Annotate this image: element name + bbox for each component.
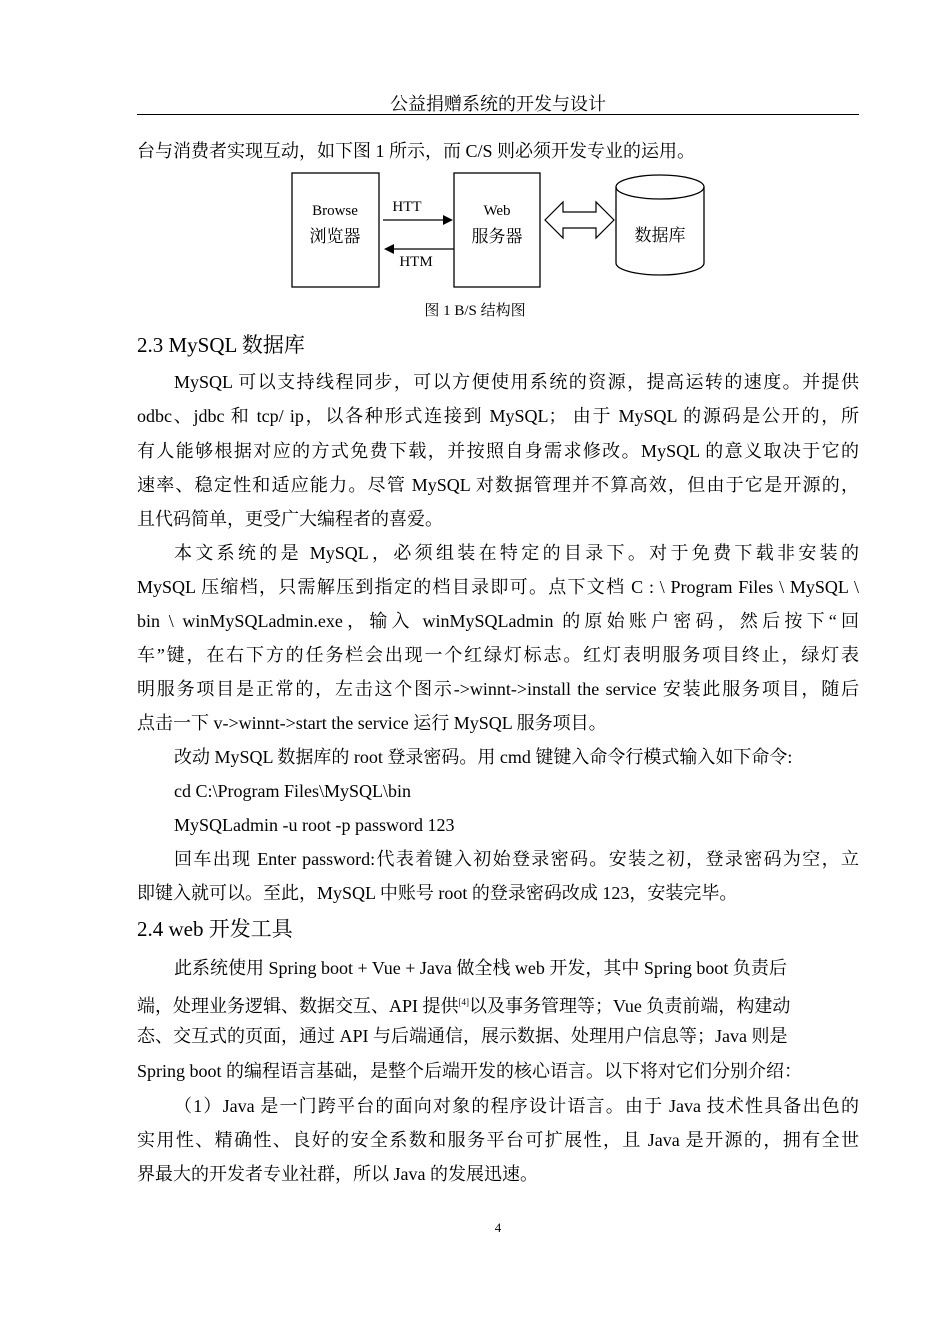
- text-line: 速率、稳定性和适应能力。尽管 MySQL 对数据管理并不算高效，但由于它是开源的，: [137, 475, 859, 495]
- bs-architecture-diagram: [280, 165, 720, 295]
- text-line: 点击一下 v->winnt->start the service 运行 MySQL 服务项目。: [137, 713, 607, 733]
- text-line: odbc、jdbc 和 tcp/ ip，以各种形式连接到 MySQL； 由于 MySQL 的源码是公开的，所: [137, 406, 859, 426]
- web-cn-label: 服务器: [471, 227, 523, 246]
- text-line: MySQL 可以支持线程同步，可以方便使用系统的资源，提高运转的速度。并提供: [174, 372, 859, 392]
- text-line: 态、交互式的页面，通过 API 与后端通信，展示数据、处理用户信息等；Java 则是: [137, 1026, 788, 1046]
- section-heading-2-3: 2.3 MySQL 数据库: [137, 333, 305, 357]
- command-line: cd C:\Program Files\MySQL\bin: [174, 781, 412, 801]
- text-line: MySQL 压缩档，只需解压到指定的档目录即可。点下文档 C : \ Program Files \ MySQL \: [137, 577, 859, 597]
- figure-caption: 图 1 B/S 结构图: [424, 303, 526, 319]
- citation-ref: [4]: [458, 997, 470, 1007]
- database-label: 数据库: [634, 226, 686, 245]
- text-line: 台与消费者实现互动，如下图 1 所示，而 C/S 则必须开发专业的运用。: [137, 141, 696, 161]
- text-line: 明服务项目是正常的，左击这个图示->winnt->install the service 安装此服务项目，随后: [137, 679, 859, 699]
- html-label: HTM: [399, 254, 433, 270]
- text-line: Spring boot 的编程语言基础，是整个后端开发的核心语言。以下将对它们分别介绍：: [137, 1061, 803, 1081]
- text-line: 有人能够根据对应的方式免费下载，并按照自身需求修改。MySQL 的意义取决于它的: [137, 441, 859, 461]
- text-line: 回车出现 Enter password:代表着键入初始登录密码。安装之初，登录密码为空，立: [174, 849, 859, 869]
- text-line: 此系统使用 Spring boot + Vue + Java 做全栈 web 开发，其中 Spring boot 负责后: [174, 958, 787, 978]
- text-line: 界最大的开发者专业社群，所以 Java 的发展迅速。: [137, 1164, 538, 1184]
- web-en-label: Web: [483, 203, 511, 219]
- text-span: 端，处理业务逻辑、数据交互、API 提供: [137, 996, 459, 1016]
- double-arrow: [545, 202, 614, 238]
- response-arrowhead: [384, 244, 394, 254]
- http-label: HTT: [392, 199, 422, 215]
- text-line: 车”键，在右下方的任务栏会出现一个红绿灯标志。红灯表明服务项目终止，绿灯表: [137, 645, 859, 665]
- section-heading-2-4: 2.4 web 开发工具: [137, 917, 293, 941]
- text-line: 实用性、精确性、良好的安全系数和服务平台可扩展性，且 Java 是开源的，拥有全世: [137, 1130, 859, 1150]
- header-rule: [137, 114, 859, 115]
- text-line: 本文系统的是 MySQL，必须组装在特定的目录下。对于免费下载非安装的: [174, 543, 859, 563]
- running-header: 公益捐赠系统的开发与设计: [390, 94, 606, 114]
- text-line: 即键入就可以。至此，MySQL 中账号 root 的登录密码改成 123，安装完毕。: [137, 883, 738, 903]
- page-number: 4: [494, 1220, 502, 1235]
- text-line: （1）Java 是一门跨平台的面向对象的程序设计语言。由于 Java 技术性具备出色的: [174, 1096, 859, 1116]
- text-line: 改动 MySQL 数据库的 root 登录密码。用 cmd 键键入命令行模式输入如下命令:: [174, 747, 793, 767]
- text-span: 以及事务管理等；Vue 负责前端，构建动: [469, 996, 791, 1016]
- text-line: [137, 990, 859, 1018]
- text-line: bin \ winMySQLadmin.exe，输入 winMySQLadmin 的原始账户密码，然后按下“回: [137, 611, 859, 631]
- text-line: 且代码简单，更受广大编程者的喜爱。: [137, 509, 443, 529]
- browser-cn-label: 浏览器: [309, 227, 361, 246]
- command-line: MySQLadmin -u root -p password 123: [174, 815, 455, 835]
- browser-en-label: Browse: [312, 203, 358, 219]
- request-arrowhead: [443, 215, 453, 225]
